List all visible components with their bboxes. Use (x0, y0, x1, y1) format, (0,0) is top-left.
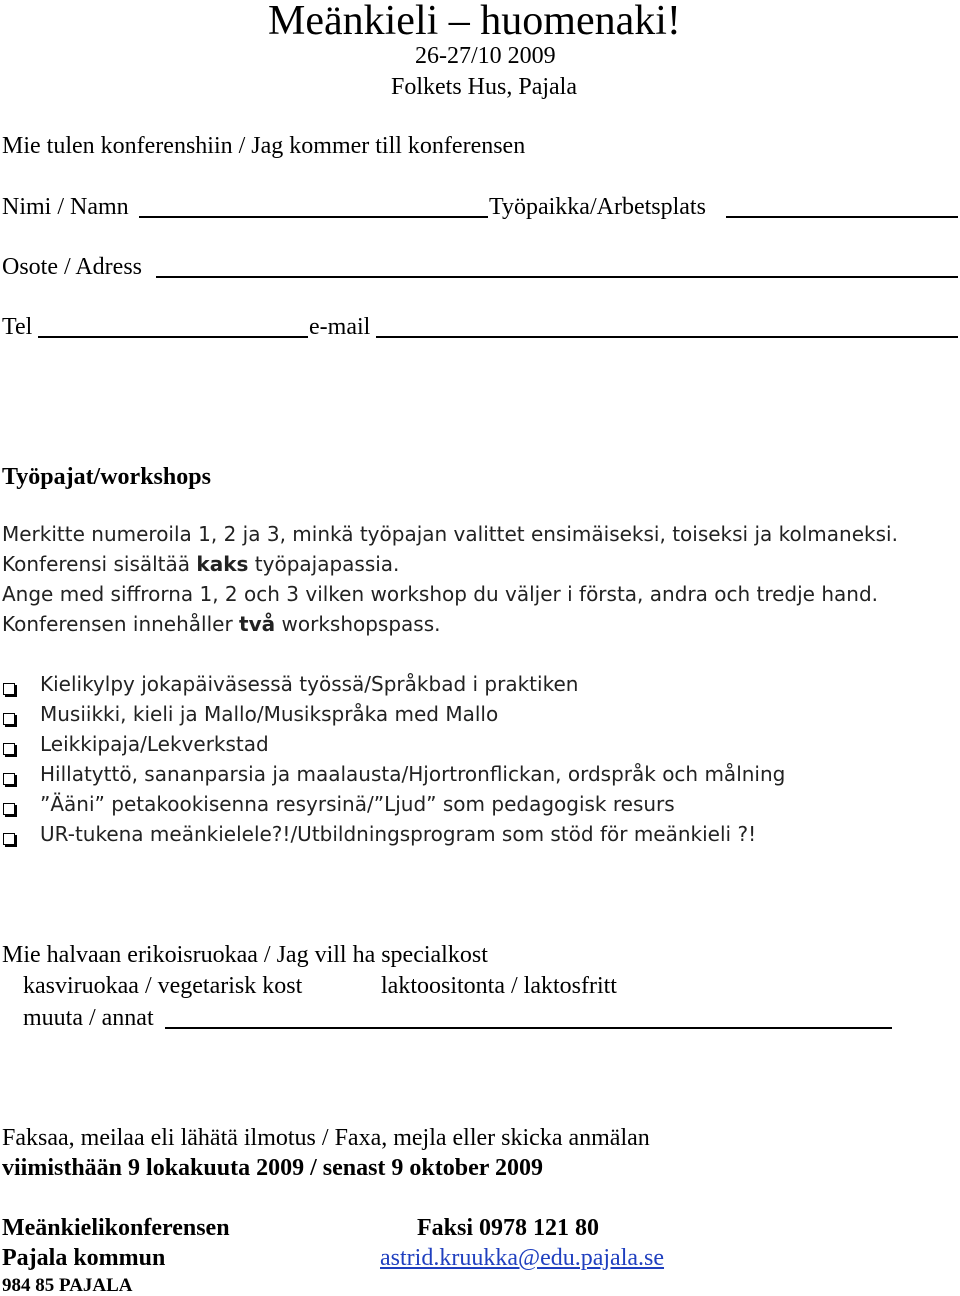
diet-other-label: muuta / annat (23, 1005, 154, 1031)
email-label: e-mail (309, 314, 371, 340)
organizer-name: Meänkielikonferensen (2, 1215, 230, 1241)
diet-vegetarian[interactable]: kasviruokaa / vegetarisk kost (23, 973, 303, 999)
workshops-heading: Työpajat/workshops (2, 464, 211, 490)
workshop-item: ”Ääni” petakookisenna resyrsinä/”Ljud” som pedagogisk resurs (40, 792, 675, 816)
tel-label: Tel (2, 314, 33, 340)
diet-other-field[interactable] (165, 1027, 892, 1029)
email-field[interactable] (376, 336, 958, 338)
workshop-checkbox[interactable] (3, 683, 15, 695)
workshop-checkbox[interactable] (3, 773, 15, 785)
tel-field[interactable] (38, 336, 308, 338)
registration-deadline: viimisthään 9 lokakuuta 2009 / senast 9 oktober 2009 (2, 1155, 543, 1181)
diet-heading: Mie halvaan erikoisruokaa / Jag vill ha specialkost (2, 942, 488, 968)
contact-email-link[interactable]: astrid.kruukka@edu.pajala.se (380, 1245, 665, 1271)
workshop-checkbox[interactable] (3, 833, 15, 845)
instruction-sv-1: Ange med siffrorna 1, 2 och 3 vilken workshop du väljer i första, andra och tredje hand. (2, 582, 878, 606)
page-title: Meänkieli – huomenaki! (268, 0, 681, 44)
send-instructions: Faksaa, meilaa eli lähätä ilmotus / Faxa, mejla eller skicka anmälan (2, 1125, 650, 1151)
workshop-item: Musiikki, kieli ja Mallo/Musikspråka med Mallo (40, 702, 499, 726)
event-dates: 26-27/10 2009 (415, 43, 556, 69)
name-label: Nimi / Namn (2, 194, 129, 220)
instruction-fi-1: Merkitte numeroila 1, 2 ja 3, minkä työpajan valittet ensimäiseksi, toiseksi ja kolmaneksi. (2, 522, 898, 546)
name-field[interactable] (139, 216, 488, 218)
address-label: Osote / Adress (2, 254, 142, 280)
event-venue: Folkets Hus, Pajala (391, 74, 577, 100)
workshop-checkbox[interactable] (3, 743, 15, 755)
fax-number: Faksi 0978 121 80 (417, 1215, 600, 1241)
workplace-label: Työpaikka/Arbetsplats (489, 194, 706, 220)
workshop-checkbox[interactable] (3, 713, 15, 725)
instruction-sv-2: Konferensen innehåller två workshopspass. (2, 612, 441, 636)
registration-intro: Mie tulen konferenshiin / Jag kommer till konferensen (2, 133, 526, 159)
instruction-fi-2: Konferensi sisältää kaks työpajapassia. (2, 552, 400, 576)
workshop-checkbox[interactable] (3, 803, 15, 815)
workplace-field[interactable] (726, 216, 958, 218)
workshop-item: Kielikylpy jokapäiväsessä työssä/Språkbad i praktiken (40, 672, 579, 696)
postal-address: 984 85 PAJALA (2, 1275, 133, 1296)
workshop-item: Hillatyttö, sananparsia ja maalausta/Hjortronflickan, ordspråk och målning (40, 762, 786, 786)
diet-lactose-free[interactable]: laktoositonta / laktosfritt (381, 973, 617, 999)
municipality: Pajala kommun (2, 1245, 166, 1271)
address-field[interactable] (156, 276, 958, 278)
workshop-item: UR-tukena meänkielele?!/Utbildningsprogram som stöd för meänkieli ?! (40, 822, 757, 846)
workshop-item: Leikkipaja/Lekverkstad (40, 732, 269, 756)
